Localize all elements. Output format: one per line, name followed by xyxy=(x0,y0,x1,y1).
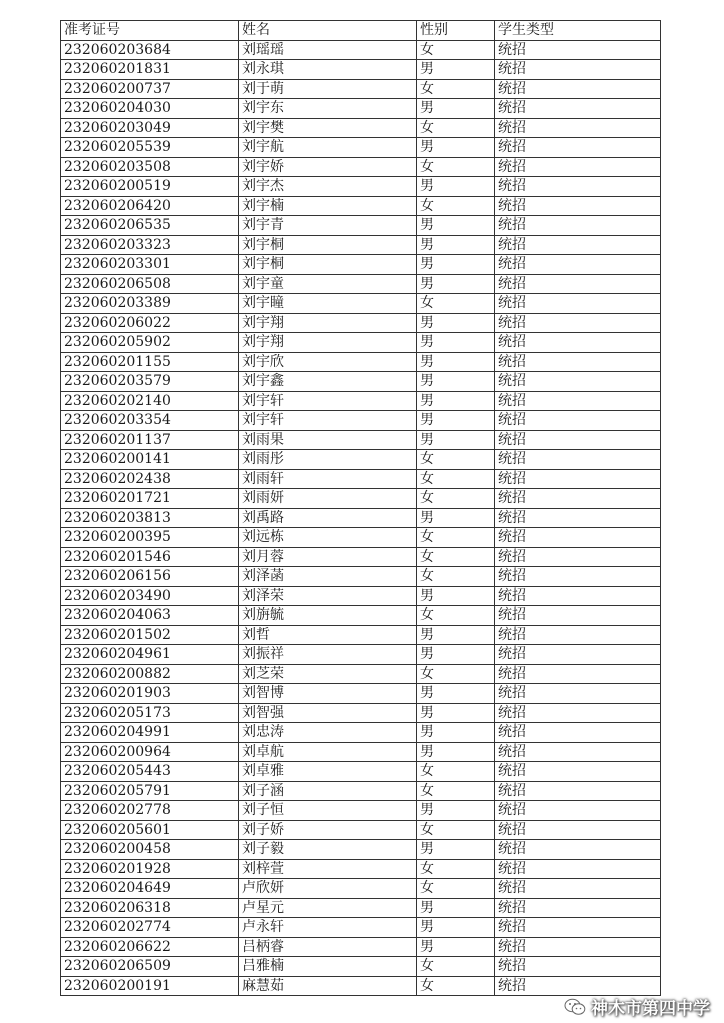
name-cell: 卢欣妍 xyxy=(239,879,417,899)
table-row xyxy=(61,859,661,879)
gender-cell: 男 xyxy=(417,235,495,255)
gender-cell: 女 xyxy=(417,567,495,587)
exam-number-cell: 232060204030 xyxy=(61,99,239,119)
gender-cell: 男 xyxy=(417,430,495,450)
gender-cell: 女 xyxy=(417,762,495,782)
exam-number-cell: 232060203301 xyxy=(61,255,239,275)
gender-cell: 女 xyxy=(417,489,495,509)
name-cell: 刘宇欣 xyxy=(239,352,417,372)
exam-number-cell: 232060204649 xyxy=(61,879,239,899)
exam-number-cell: 232060206156 xyxy=(61,567,239,587)
name-cell: 刘宇鑫 xyxy=(239,372,417,392)
name-cell: 刘雨妍 xyxy=(239,489,417,509)
student-list-table xyxy=(60,20,661,996)
name-cell: 吕雅楠 xyxy=(239,957,417,977)
table-row xyxy=(61,840,661,860)
name-cell: 刘卓航 xyxy=(239,742,417,762)
exam-number-cell: 232060203490 xyxy=(61,586,239,606)
name-cell: 刘月蓉 xyxy=(239,547,417,567)
table-row xyxy=(61,508,661,528)
header-gender: 性别 xyxy=(417,21,495,41)
exam-number-cell: 232060205539 xyxy=(61,138,239,158)
student-type-cell: 统招 xyxy=(495,801,661,821)
exam-number-cell: 232060205601 xyxy=(61,820,239,840)
student-type-cell: 统招 xyxy=(495,294,661,314)
header-student-type: 学生类型 xyxy=(495,21,661,41)
gender-cell: 男 xyxy=(417,177,495,197)
student-type-cell: 统招 xyxy=(495,99,661,119)
name-cell: 刘宇童 xyxy=(239,274,417,294)
student-type-cell: 统招 xyxy=(495,216,661,236)
name-cell: 刘子毅 xyxy=(239,840,417,860)
student-type-cell: 统招 xyxy=(495,196,661,216)
student-type-cell: 统招 xyxy=(495,138,661,158)
gender-cell: 男 xyxy=(417,138,495,158)
exam-number-cell: 232060201137 xyxy=(61,430,239,450)
student-type-cell: 统招 xyxy=(495,255,661,275)
student-type-cell: 统招 xyxy=(495,625,661,645)
table-row xyxy=(61,99,661,119)
gender-cell: 女 xyxy=(417,196,495,216)
name-cell: 刘宇翔 xyxy=(239,333,417,353)
gender-cell: 女 xyxy=(417,40,495,60)
table-row xyxy=(61,196,661,216)
name-cell: 刘智博 xyxy=(239,684,417,704)
gender-cell: 男 xyxy=(417,840,495,860)
gender-cell: 男 xyxy=(417,255,495,275)
table-row xyxy=(61,469,661,489)
table-row xyxy=(61,157,661,177)
student-type-cell: 统招 xyxy=(495,645,661,665)
gender-cell: 男 xyxy=(417,742,495,762)
name-cell: 刘宇楠 xyxy=(239,196,417,216)
gender-cell: 男 xyxy=(417,391,495,411)
exam-number-cell: 232060205173 xyxy=(61,703,239,723)
exam-number-cell: 232060201831 xyxy=(61,60,239,80)
student-type-cell: 统招 xyxy=(495,235,661,255)
table-row xyxy=(61,528,661,548)
student-type-cell: 统招 xyxy=(495,450,661,470)
exam-number-cell: 232060204991 xyxy=(61,723,239,743)
name-cell: 刘雨轩 xyxy=(239,469,417,489)
table-row xyxy=(61,586,661,606)
exam-number-cell: 232060206022 xyxy=(61,313,239,333)
gender-cell: 男 xyxy=(417,274,495,294)
student-type-cell: 统招 xyxy=(495,586,661,606)
exam-number-cell: 232060203508 xyxy=(61,157,239,177)
gender-cell: 男 xyxy=(417,937,495,957)
exam-number-cell: 232060204063 xyxy=(61,606,239,626)
gender-cell: 男 xyxy=(417,60,495,80)
table-row xyxy=(61,372,661,392)
student-type-cell: 统招 xyxy=(495,79,661,99)
gender-cell: 男 xyxy=(417,411,495,431)
student-type-cell: 统招 xyxy=(495,703,661,723)
name-cell: 卢永轩 xyxy=(239,918,417,938)
table-row xyxy=(61,879,661,899)
table-row xyxy=(61,703,661,723)
name-cell: 刘宇翔 xyxy=(239,313,417,333)
exam-number-cell: 232060200141 xyxy=(61,450,239,470)
table-header-row xyxy=(61,21,661,41)
gender-cell: 女 xyxy=(417,450,495,470)
gender-cell: 男 xyxy=(417,723,495,743)
table-row xyxy=(61,762,661,782)
student-type-cell: 统招 xyxy=(495,489,661,509)
gender-cell: 女 xyxy=(417,976,495,996)
table-row xyxy=(61,118,661,138)
name-cell: 刘宇桐 xyxy=(239,255,417,275)
gender-cell: 女 xyxy=(417,957,495,977)
table-row xyxy=(61,937,661,957)
student-type-cell: 统招 xyxy=(495,333,661,353)
name-cell: 刘宇桐 xyxy=(239,235,417,255)
exam-number-cell: 232060200882 xyxy=(61,664,239,684)
student-type-cell: 统招 xyxy=(495,898,661,918)
name-cell: 刘梓萱 xyxy=(239,859,417,879)
gender-cell: 男 xyxy=(417,352,495,372)
exam-number-cell: 232060202140 xyxy=(61,391,239,411)
exam-number-cell: 232060204961 xyxy=(61,645,239,665)
student-type-cell: 统招 xyxy=(495,469,661,489)
name-cell: 刘宇轩 xyxy=(239,411,417,431)
exam-number-cell: 232060206508 xyxy=(61,274,239,294)
table-row xyxy=(61,411,661,431)
student-type-cell: 统招 xyxy=(495,820,661,840)
exam-number-cell: 232060206535 xyxy=(61,216,239,236)
gender-cell: 女 xyxy=(417,469,495,489)
name-cell: 刘泽菡 xyxy=(239,567,417,587)
exam-number-cell: 232060200458 xyxy=(61,840,239,860)
student-type-cell: 统招 xyxy=(495,411,661,431)
gender-cell: 男 xyxy=(417,703,495,723)
exam-number-cell: 232060201721 xyxy=(61,489,239,509)
table-row xyxy=(61,255,661,275)
exam-number-cell: 232060203684 xyxy=(61,40,239,60)
table-row xyxy=(61,664,661,684)
name-cell: 刘宇航 xyxy=(239,138,417,158)
student-type-cell: 统招 xyxy=(495,391,661,411)
name-cell: 刘哲 xyxy=(239,625,417,645)
name-cell: 刘于萌 xyxy=(239,79,417,99)
student-type-cell: 统招 xyxy=(495,313,661,333)
exam-number-cell: 232060206622 xyxy=(61,937,239,957)
name-cell: 刘永琪 xyxy=(239,60,417,80)
table-row xyxy=(61,801,661,821)
student-type-cell: 统招 xyxy=(495,40,661,60)
table-row xyxy=(61,450,661,470)
student-type-cell: 统招 xyxy=(495,177,661,197)
gender-cell: 男 xyxy=(417,99,495,119)
gender-cell: 女 xyxy=(417,79,495,99)
gender-cell: 男 xyxy=(417,216,495,236)
table-row xyxy=(61,138,661,158)
table-row xyxy=(61,567,661,587)
exam-number-cell: 232060200191 xyxy=(61,976,239,996)
name-cell: 刘子恒 xyxy=(239,801,417,821)
gender-cell: 女 xyxy=(417,118,495,138)
student-type-cell: 统招 xyxy=(495,723,661,743)
exam-number-cell: 232060203049 xyxy=(61,118,239,138)
table-row xyxy=(61,820,661,840)
table-row xyxy=(61,684,661,704)
name-cell: 刘宇樊 xyxy=(239,118,417,138)
gender-cell: 女 xyxy=(417,664,495,684)
student-type-cell: 统招 xyxy=(495,879,661,899)
student-type-cell: 统招 xyxy=(495,60,661,80)
student-type-cell: 统招 xyxy=(495,976,661,996)
name-cell: 刘瑶瑶 xyxy=(239,40,417,60)
name-cell: 卢星元 xyxy=(239,898,417,918)
student-type-cell: 统招 xyxy=(495,684,661,704)
exam-number-cell: 232060203323 xyxy=(61,235,239,255)
student-type-cell: 统招 xyxy=(495,118,661,138)
table-row xyxy=(61,976,661,996)
watermark xyxy=(564,994,710,1019)
student-type-cell: 统招 xyxy=(495,937,661,957)
gender-cell: 女 xyxy=(417,606,495,626)
gender-cell: 男 xyxy=(417,586,495,606)
name-cell: 刘忠涛 xyxy=(239,723,417,743)
gender-cell: 男 xyxy=(417,801,495,821)
exam-number-cell: 232060202438 xyxy=(61,469,239,489)
table-row xyxy=(61,430,661,450)
table-row xyxy=(61,742,661,762)
student-type-cell: 统招 xyxy=(495,957,661,977)
name-cell: 吕柄睿 xyxy=(239,937,417,957)
table-row xyxy=(61,723,661,743)
table-row xyxy=(61,547,661,567)
table-row xyxy=(61,235,661,255)
student-type-cell: 统招 xyxy=(495,918,661,938)
table-row xyxy=(61,391,661,411)
name-cell: 刘芝荣 xyxy=(239,664,417,684)
table-row xyxy=(61,625,661,645)
table-row xyxy=(61,216,661,236)
exam-number-cell: 232060200737 xyxy=(61,79,239,99)
wechat-icon xyxy=(564,998,586,1016)
name-cell: 麻慧茹 xyxy=(239,976,417,996)
gender-cell: 男 xyxy=(417,898,495,918)
name-cell: 刘宇瞳 xyxy=(239,294,417,314)
student-type-cell: 统招 xyxy=(495,664,661,684)
name-cell: 刘禹路 xyxy=(239,508,417,528)
name-cell: 刘雨果 xyxy=(239,430,417,450)
exam-number-cell: 232060201546 xyxy=(61,547,239,567)
gender-cell: 女 xyxy=(417,528,495,548)
gender-cell: 男 xyxy=(417,645,495,665)
exam-number-cell: 232060201928 xyxy=(61,859,239,879)
student-type-cell: 统招 xyxy=(495,547,661,567)
gender-cell: 女 xyxy=(417,781,495,801)
table-row xyxy=(61,79,661,99)
name-cell: 刘宇东 xyxy=(239,99,417,119)
table-row xyxy=(61,918,661,938)
gender-cell: 男 xyxy=(417,372,495,392)
name-cell: 刘卓雅 xyxy=(239,762,417,782)
gender-cell: 女 xyxy=(417,547,495,567)
exam-number-cell: 232060205791 xyxy=(61,781,239,801)
header-exam-number: 准考证号 xyxy=(61,21,239,41)
name-cell: 刘智强 xyxy=(239,703,417,723)
exam-number-cell: 232060203579 xyxy=(61,372,239,392)
gender-cell: 女 xyxy=(417,859,495,879)
exam-number-cell: 232060201155 xyxy=(61,352,239,372)
table-row xyxy=(61,177,661,197)
table-row xyxy=(61,489,661,509)
student-type-cell: 统招 xyxy=(495,274,661,294)
exam-number-cell: 232060200395 xyxy=(61,528,239,548)
exam-number-cell: 232060202778 xyxy=(61,801,239,821)
exam-number-cell: 232060203813 xyxy=(61,508,239,528)
exam-number-cell: 232060203389 xyxy=(61,294,239,314)
exam-number-cell: 232060200964 xyxy=(61,742,239,762)
gender-cell: 女 xyxy=(417,294,495,314)
gender-cell: 男 xyxy=(417,333,495,353)
name-cell: 刘宇青 xyxy=(239,216,417,236)
student-type-cell: 统招 xyxy=(495,742,661,762)
exam-number-cell: 232060205902 xyxy=(61,333,239,353)
name-cell: 刘泽荣 xyxy=(239,586,417,606)
table-row xyxy=(61,898,661,918)
student-type-cell: 统招 xyxy=(495,430,661,450)
name-cell: 刘宇轩 xyxy=(239,391,417,411)
name-cell: 刘雨彤 xyxy=(239,450,417,470)
student-type-cell: 统招 xyxy=(495,352,661,372)
table-row xyxy=(61,60,661,80)
student-type-cell: 统招 xyxy=(495,157,661,177)
table-row xyxy=(61,333,661,353)
gender-cell: 男 xyxy=(417,684,495,704)
student-type-cell: 统招 xyxy=(495,840,661,860)
table-row xyxy=(61,781,661,801)
exam-number-cell: 232060205443 xyxy=(61,762,239,782)
exam-number-cell: 232060201502 xyxy=(61,625,239,645)
name-cell: 刘旃毓 xyxy=(239,606,417,626)
table-row xyxy=(61,40,661,60)
exam-number-cell: 232060206318 xyxy=(61,898,239,918)
table-row xyxy=(61,274,661,294)
table-row xyxy=(61,645,661,665)
gender-cell: 男 xyxy=(417,313,495,333)
exam-number-cell: 232060206509 xyxy=(61,957,239,977)
gender-cell: 男 xyxy=(417,508,495,528)
student-type-cell: 统招 xyxy=(495,859,661,879)
exam-number-cell: 232060206420 xyxy=(61,196,239,216)
exam-number-cell: 232060202774 xyxy=(61,918,239,938)
gender-cell: 男 xyxy=(417,625,495,645)
student-type-cell: 统招 xyxy=(495,528,661,548)
watermark-text: 神木市第四中学 xyxy=(591,999,710,1019)
name-cell: 刘振祥 xyxy=(239,645,417,665)
name-cell: 刘宇娇 xyxy=(239,157,417,177)
student-type-cell: 统招 xyxy=(495,606,661,626)
name-cell: 刘子涵 xyxy=(239,781,417,801)
exam-number-cell: 232060201903 xyxy=(61,684,239,704)
gender-cell: 女 xyxy=(417,820,495,840)
student-type-cell: 统招 xyxy=(495,762,661,782)
name-cell: 刘远栋 xyxy=(239,528,417,548)
exam-number-cell: 232060200519 xyxy=(61,177,239,197)
student-type-cell: 统招 xyxy=(495,781,661,801)
table-row xyxy=(61,606,661,626)
exam-number-cell: 232060203354 xyxy=(61,411,239,431)
table-row xyxy=(61,957,661,977)
student-type-cell: 统招 xyxy=(495,372,661,392)
name-cell: 刘子娇 xyxy=(239,820,417,840)
gender-cell: 女 xyxy=(417,879,495,899)
header-name: 姓名 xyxy=(239,21,417,41)
name-cell: 刘宇杰 xyxy=(239,177,417,197)
table-row xyxy=(61,352,661,372)
student-type-cell: 统招 xyxy=(495,567,661,587)
gender-cell: 男 xyxy=(417,918,495,938)
student-type-cell: 统招 xyxy=(495,508,661,528)
table-row xyxy=(61,294,661,314)
table-row xyxy=(61,313,661,333)
gender-cell: 女 xyxy=(417,157,495,177)
